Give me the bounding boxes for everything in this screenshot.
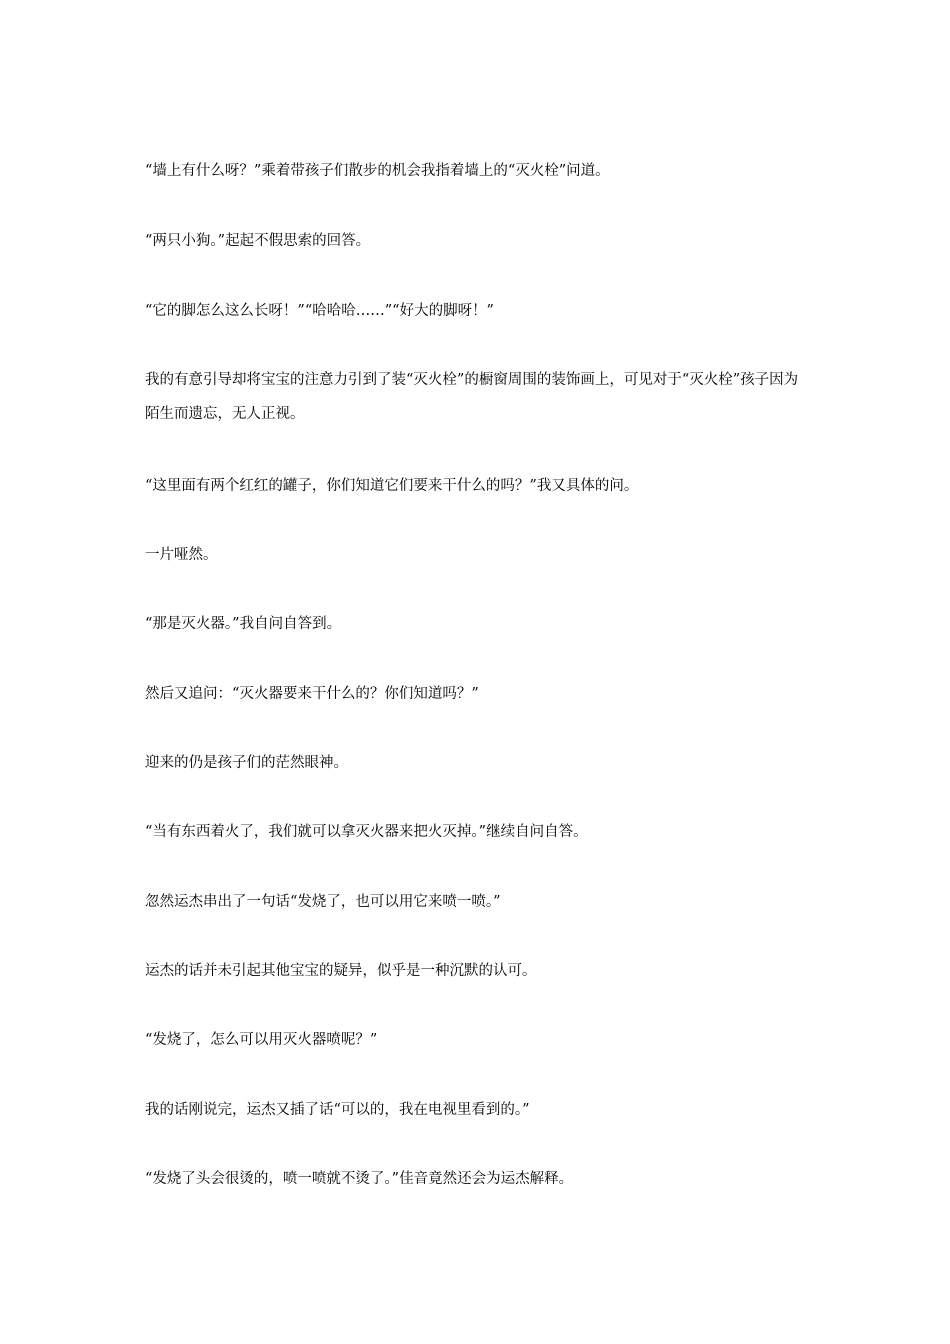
paragraph: 迎来的仍是孩子们的茫然眼神。 [145,755,348,771]
paragraph: “它的脚怎么这么长呀！”“哈哈哈……”“好大的脚呀！” [145,303,494,319]
paragraph: “两只小狗。”起起不假思索的回答。 [145,233,371,249]
paragraph: 我的有意引导却将宝宝的注意力引到了装“灭火栓”的橱窗周围的装饰画上，可见对于“灭火栓”孩子因为陌生而遗忘，无人正视。 [145,372,799,422]
paragraph: 忽然运杰串出了一句话“发烧了，也可以用它来喷一喷。” [145,894,501,910]
paragraph: 一片哑然。 [145,547,218,563]
paragraph: “这里面有两个红红的罐子，你们知道它们要来干什么的吗？”我又具体的问。 [145,478,639,494]
paragraph: 我的话刚说完，运杰又插了话“可以的，我在电视里看到的。” [145,1102,530,1118]
paragraph: 运杰的话并未引起其他宝宝的疑异，似乎是一种沉默的认可。 [145,963,537,979]
paragraph: “当有东西着火了，我们就可以拿灭火器来把火灭掉。”继续自问自答。 [145,824,588,840]
paragraph: “发烧了，怎么可以用灭火器喷呢？” [145,1032,378,1048]
paragraph: “墙上有什么呀？”乘着带孩子们散步的机会我指着墙上的“灭火栓”问道。 [145,163,610,179]
paragraph: “发烧了头会很烫的，喷一喷就不烫了。”佳音竟然还会为运杰解释。 [145,1171,574,1187]
paragraph: “那是灭火器。”我自问自答到。 [145,616,342,632]
paragraph: 然后又追问：“灭火器要来干什么的？你们知道吗？” [145,686,479,702]
